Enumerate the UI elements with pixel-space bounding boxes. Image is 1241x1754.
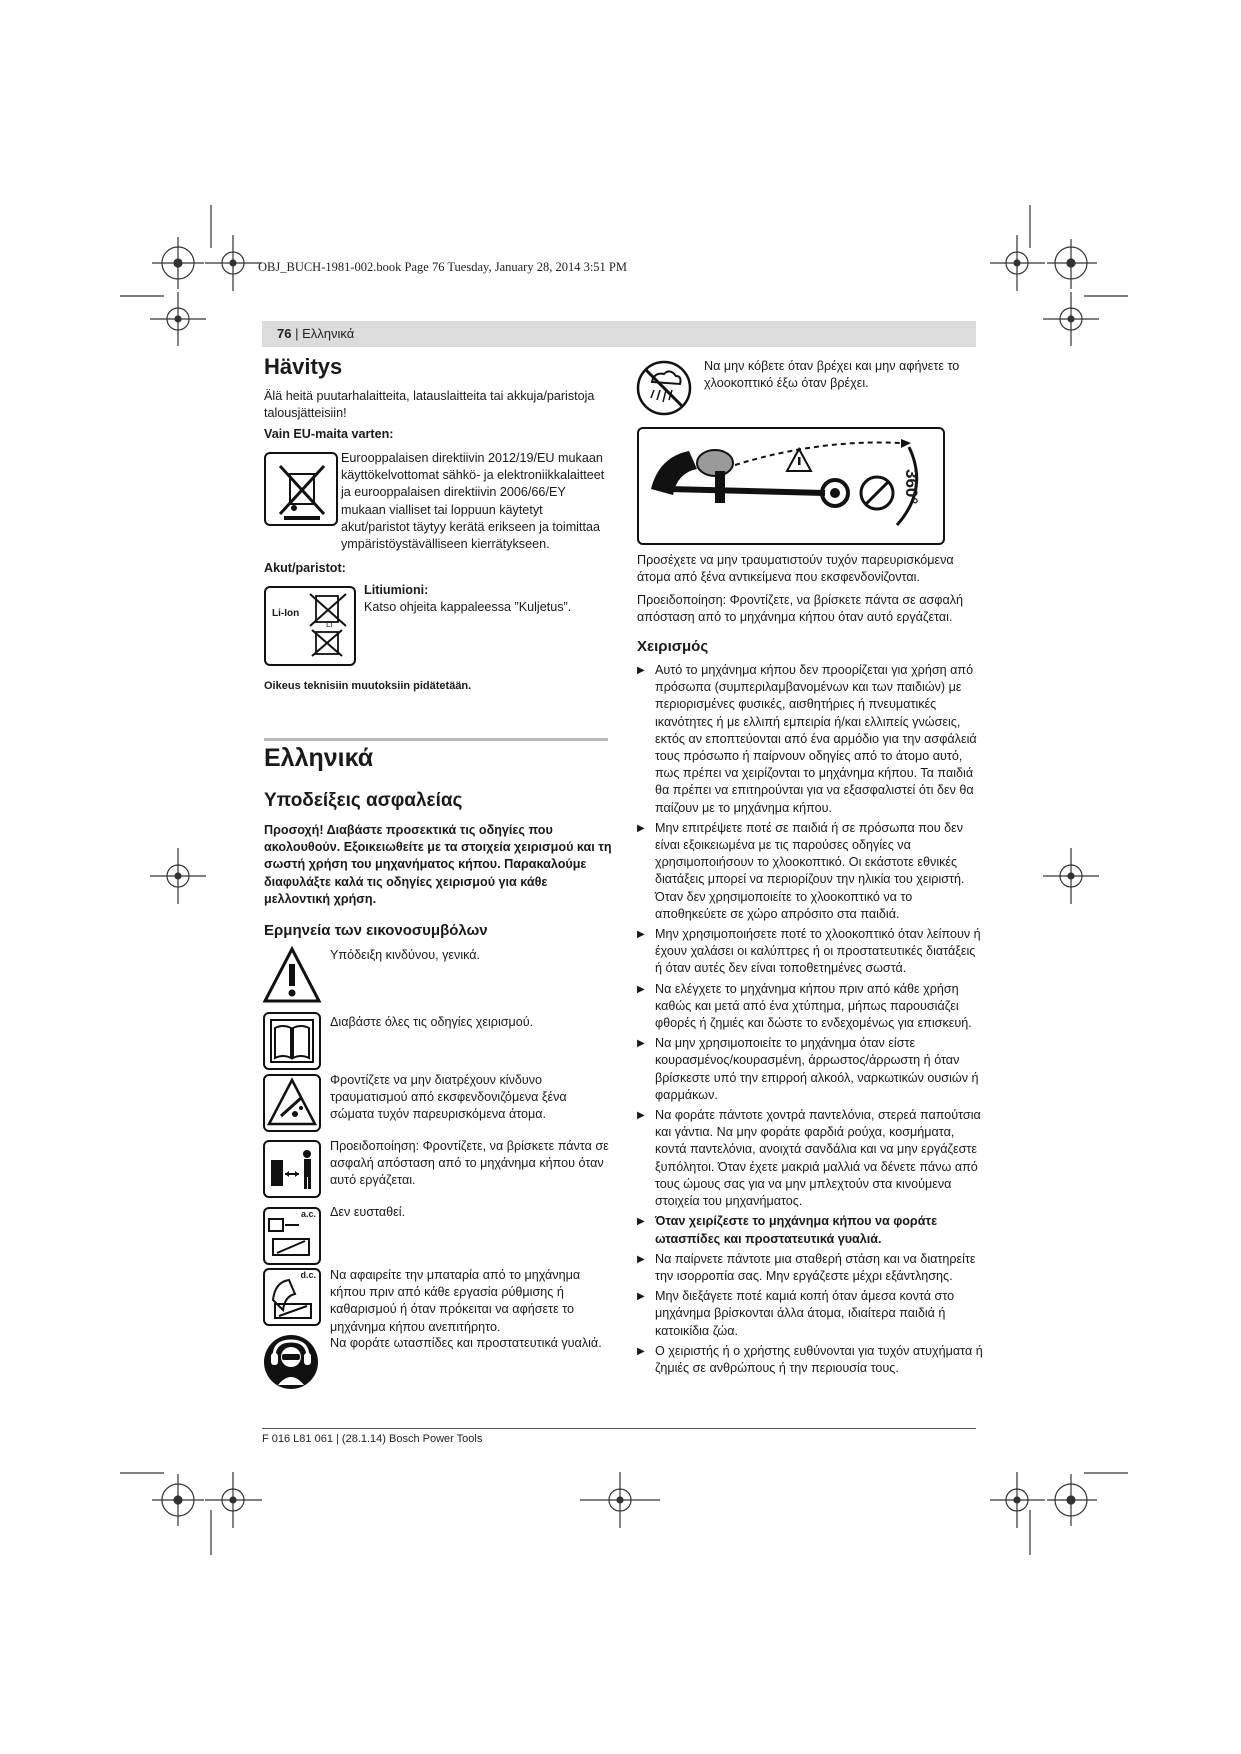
- list-item: ▶ Ο χειριστής ή ο χρήστης ευθύνονται για τυχόν ατυχήματα ή ζημιές σε ανθρώπους ή την περιουσία τους.: [637, 1343, 983, 1377]
- battery-heading: Akut/paristot:: [264, 561, 346, 575]
- list-item: ▶ Να μην χρησιμοποιείτε το μηχάνημα όταν είστε κουρασμένος/κουρασμένη, άρρωστος/άρρωστη ή όταν βρίσκεστε υπό την επιρροή αλκοόλ, ναρκωτικών ουσιών ή φαρμάκων.: [637, 1035, 983, 1104]
- trimmer-safety-figure: [637, 427, 945, 545]
- ac-not-applicable-icon: [263, 1207, 321, 1265]
- page-footer: F 016 L81 061 | (28.1.14) Bosch Power Tools: [262, 1433, 483, 1445]
- manual-book-icon: [263, 1012, 321, 1070]
- eu-directive-text: Eurooppalaisen direktiivin 2012/19/EU mukaan käyttökelvottomat sähkö- ja elektroniikkalaitteet ja eurooppalaisen direktiivin 2006/66/EY mukaan vialliset tai loppuun käytetyt akut/paristot täytyy kerätä erikseen ja toimittaa ympäristöystävälliseen kierrätykseen.: [341, 451, 605, 552]
- figure-caption-1: Προσέχετε να μην τραυματιστούν τυχόν παρευρισκόμενα άτομα από ξένα αντικείμενα που εκσφενδονίζονται.: [637, 553, 954, 585]
- symbol-text-5: Δεν ευσταθεί.: [330, 1205, 406, 1219]
- header-language: Ελληνικά: [302, 326, 355, 341]
- safe-distance-icon: [263, 1140, 321, 1198]
- print-slug: OBJ_BUCH-1981-002.book Page 76 Tuesday, January 28, 2014 3:51 PM: [258, 260, 627, 274]
- symbol-text-6: Να αφαιρείτε την μπαταρία από το μηχάνημα κήπου πριν από κάθε εργασία ρύθμισης ή καθαρισμού ή όταν πρόκειται να αφήσετε το μηχάνημα κήπου ανεπιτήρητο.: [330, 1268, 581, 1334]
- footer-rule: [262, 1428, 976, 1429]
- operation-title: Χειρισμός: [637, 638, 709, 655]
- liion-heading: Litiumioni:: [364, 583, 429, 597]
- li-label: Li: [326, 620, 333, 629]
- symbol-text-4: Προειδοποίηση: Φροντίζετε, να βρίσκετε πάντα σε ασφαλή απόσταση από το μηχάνημα κήπου όταν αυτό εργάζεται.: [330, 1139, 609, 1188]
- symbol-text-7: Να φοράτε ωτασπίδες και προστατευτικά γυαλιά.: [330, 1336, 602, 1350]
- figure-caption-2: Προειδοποίηση: Φροντίζετε, να βρίσκετε πάντα σε ασφαλή απόσταση από το μηχάνημα κήπου όταν αυτό εργάζεται.: [637, 593, 964, 625]
- section-title-greek: Ελληνικά: [264, 744, 374, 772]
- symbols-title: Ερμηνεία των εικονοσυμβόλων: [264, 922, 488, 939]
- liion-recycling-icon: [264, 586, 356, 666]
- operation-bullet-list: [637, 662, 983, 1380]
- dc-label: d.c.: [300, 1270, 316, 1280]
- eu-heading: Vain EU-maita varten:: [264, 427, 394, 441]
- safety-warning: Προσοχή! Διαβάστε προσεκτικά τις οδηγίες που ακολουθούν. Εξοικειωθείτε με τα στοιχεία χειρισμού και τη σωστή χρήση του μηχανήματος κήπου. Παρακαλούμε διαφυλάξτε καλά τις οδηγίες χειρισμού για κάθε μελλοντική χρήση.: [264, 823, 612, 906]
- list-item: ▶ Μην επιτρέψετε ποτέ σε παιδιά ή σε πρόσωπα που δεν είναι εξοικειωμένα με τις παρούσες οδηγίες να χρησιμοποιήσουν το χλοοκοπτικό. Οι εκάστοτε εθνικές διατάξεις μπορεί να περιορίζουν την ηλικία του χειριστή. Όταν δεν χρησιμοποιείτε το χλοοκοπτικό να το αποθηκεύετε σε χώρο απρόσιτο στα παιδιά.: [637, 820, 983, 923]
- list-item: ▶ Να ελέγχετε το μηχάνημα κήπου πριν από κάθε χρήση καθώς και μετά από ένα χτύπημα, μήπως παρουσιάζει φθορές ή ζημιές και δώστε το ενδεχομένως για επισκευή.: [637, 981, 983, 1033]
- page-header-bar: [262, 321, 976, 347]
- weee-bin-icon: [264, 452, 338, 526]
- rain-warning-text: Να μην κόβετε όταν βρέχει και μην αφήνετε το χλοοκοπτικό έξω όταν βρέχει.: [704, 359, 960, 391]
- ac-label: a.c.: [300, 1209, 316, 1219]
- safety-title: Υποδείξεις ασφαλείας: [264, 790, 463, 811]
- symbol-text-1: Υπόδειξη κινδύνου, γενικά.: [330, 948, 481, 962]
- list-item: ▶ Να παίρνετε πάντοτε μια σταθερή στάση και να διατηρείτε την ισορροπία σας. Μην εργάζεστε μέχρι εξάντλησης.: [637, 1251, 983, 1285]
- page-number: 76: [277, 326, 292, 341]
- warning-triangle-icon: [262, 946, 322, 1004]
- rotation-degree-label: 360°: [902, 469, 921, 505]
- thrown-objects-icon: [263, 1074, 321, 1132]
- liion-text: Katso ohjeita kappaleessa ”Kuljetus”.: [364, 600, 572, 614]
- symbol-text-3: Φροντίζετε να μην διατρέχουν κίνδυνο τραυματισμού από εκσφενδονιζόμενα ξένα σώματα τυχόν παρευρισκόμενα άτομα.: [330, 1073, 567, 1122]
- list-item: ▶ Μην χρησιμοποιήσετε ποτέ το χλοοκοπτικό όταν λείπουν ή έχουν χαλάσει οι καλύπτρες ή οι προστατευτικές διατάξεις ή όταν αυτές δεν είναι τοποθετημένες σωστά.: [637, 926, 983, 978]
- list-item: ▶ Να φοράτε πάντοτε χοντρά παντελόνια, στερεά παπούτσια και γάντια. Να μην φοράτε φαρδιά ρούχα, κοσμήματα, κοντά παντελόνια, ανοιχτά σανδάλια και να μην εργάζεστε ξυπόλητοι. Όταν έχετε μακριά μαλλιά να δένετε πάνω από τους ώμους σας για να μην μπλεχτούν στα κινούμενα στοιχεία του μηχανήματος.: [637, 1107, 983, 1210]
- list-item: ▶ Μην διεξάγετε ποτέ καμιά κοπή όταν άμεσα κοντά στο μηχάνημα βρίσκονται άλλα άτομα, ιδιαίτερα παιδιά ή κατοικίδια ζώα.: [637, 1288, 983, 1340]
- list-item: ▶ Αυτό το μηχάνημα κήπου δεν προορίζεται για χρήση από πρόσωπα (συμπεριλαμβανομένων και των παιδιών) με περιορισμένες φυσικές, αισθητήριες ή πνευματικές ικανότητες ή με ελλιπή εμπειρία ή/και ελλιπείς γνώσεις, εκτός αν εποπτεύονται από ένα αρμόδιο για την ασφάλειά τους πρόσωπο ή παίρνουν οδηγίες από το άτομο αυτό, πως πρέπει να χειρίζονται το μηχάνημα κήπου. Τα παιδιά θα πρέπει να επιτηρούνται για να εξασφαλιστεί ότι δεν θα παίζουν με το μηχάνημα κήπου.: [637, 662, 983, 817]
- header-separator: |: [291, 326, 303, 341]
- remove-battery-icon: [263, 1268, 321, 1326]
- section-title-havitys: Hävitys: [264, 354, 343, 379]
- list-item: ▶ Όταν χειρίζεστε το μηχάνημα κήπου να φοράτε ωτασπίδες και προστατευτικά γυαλιά.: [637, 1213, 983, 1247]
- section-divider: [264, 738, 608, 741]
- technical-changes-notice: Oikeus teknisiin muutoksiin pidätetään.: [264, 680, 472, 692]
- liion-label: Li-Ion: [272, 608, 300, 619]
- symbol-text-2: Διαβάστε όλες τις οδηγίες χειρισμού.: [330, 1015, 534, 1029]
- no-rain-icon: [636, 360, 692, 416]
- disposal-intro: Älä heitä puutarhalaitteita, latauslaitteita tai akkuja/paristoja talousjätteisiin!: [264, 389, 595, 421]
- ear-eye-protection-icon: [262, 1333, 320, 1391]
